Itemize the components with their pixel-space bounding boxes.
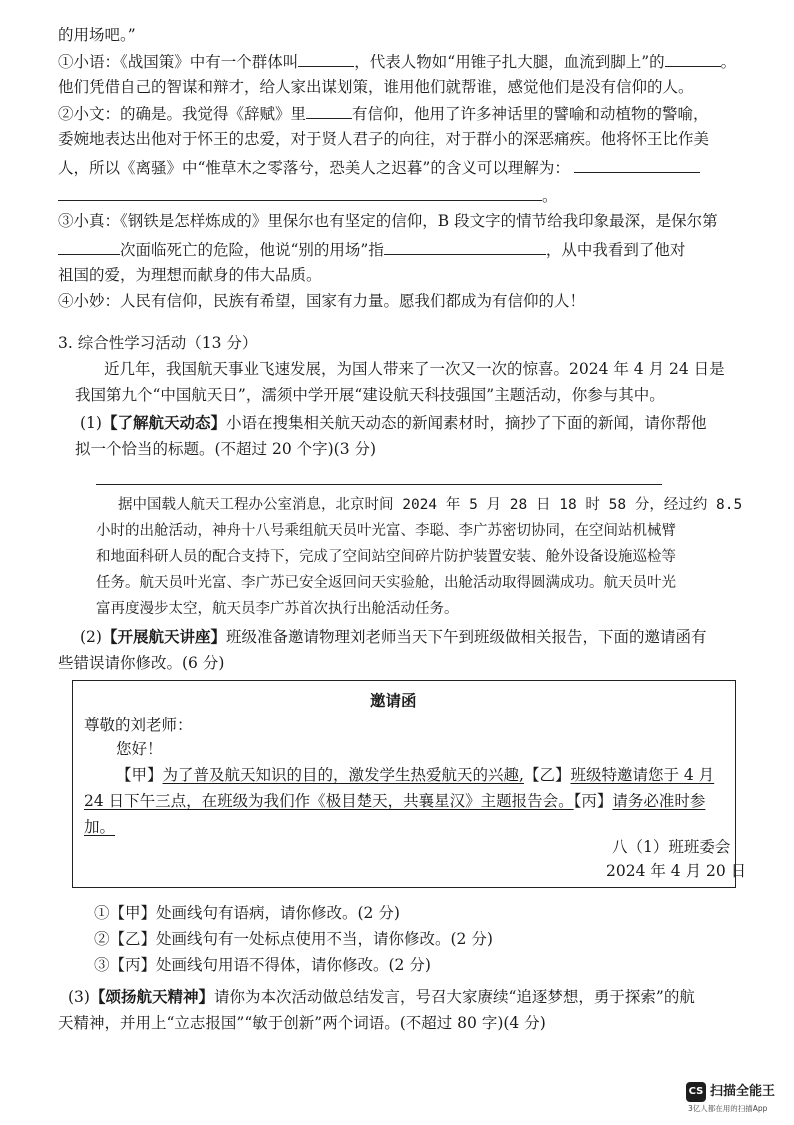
task-item: ②【乙】处画线句有一处标点使用不当，请你修改。(2 分) — [94, 930, 493, 948]
news-line: 任务。航天员叶光富、李广苏已安全返回问天实验舱，出舱活动取得圆满成功。航天员叶光 — [96, 575, 676, 591]
text-line: 委婉地表达出他对于怀王的忠爱，对于贤人君子的向往，对于群小的深恶痛疾。他将怀王比作美 — [58, 130, 710, 148]
item-1-text-b: ，代表人物如“用锥子扎大腿，血流到脚上”的 — [354, 53, 665, 71]
sub-tag: 【开展航天讲座】 — [101, 627, 226, 646]
letter-greeting: 您好！ — [116, 740, 163, 758]
subquestion-2 — [80, 626, 707, 648]
news-line: 富再度漫步太空，航天员李广苏首次执行出舱活动任务。 — [96, 601, 459, 617]
text-line: 天精神，并用上“立志报国”“敏于创新”两个词语。(不超过 80 字)(4 分) — [58, 1014, 546, 1032]
item-1-text-c: 。 — [720, 53, 737, 71]
item-2-text-a: ②小文：的确是。我觉得《辞赋》里 — [58, 105, 307, 123]
scanner-tagline: 3亿人都在用的扫描App — [688, 1104, 768, 1113]
jia-sentence: 为了普及航天知识的目的，激发学生热爱航天的兴趣, — [162, 766, 524, 784]
intro-line: 近几年，我国航天事业飞速发展，为国人带来了一次又一次的惊喜。2024 年 4 月 24 日是 — [104, 360, 725, 378]
sub-number: (2) — [80, 628, 102, 646]
sub-text: 小语在搜集相关航天动态的新闻素材时，摘抄了下面的新闻，请你帮他 — [225, 414, 707, 432]
text-line: 些错误请你修改。(6 分) — [58, 654, 225, 672]
item-1 — [58, 50, 736, 73]
yi-sentence-b: 24 日下午三点，在班级为我们作《极目楚天，共襄星汉》主题报告会。 — [84, 792, 574, 810]
news-line: 小时的出舱活动，神舟十八号乘组航天员叶光富、李聪、李广苏密切协同，在空间站机械臂 — [96, 523, 676, 539]
answer-blank[interactable] — [58, 238, 120, 255]
sub-number: (3) — [68, 988, 90, 1006]
item-4: ④小妙：人民有信仰，民族有希望，国家有力量。愿我们都成为有信仰的人！ — [58, 292, 586, 310]
item-2-line-4 — [58, 184, 558, 207]
bing-tag: 【丙】 — [573, 792, 613, 810]
scanner-app-name: 扫描全能王 — [710, 1084, 776, 1099]
item-3: ③小真：《钢铁是怎样炼成的》里保尔也有坚定的信仰，B 段文字的情节给我印象最深，是保尔第 — [58, 212, 718, 230]
item-2-text-b: 有信仰，他用了许多神话里的譬喻和动植物的警喻， — [352, 105, 709, 123]
sub-tag: 【了解航天动态】 — [101, 413, 226, 432]
period: 。 — [542, 187, 558, 205]
intro-line: 我国第九个“中国航天日”，濡须中学开展“建设航天科技强国”主题活动，你参与其中。 — [75, 386, 665, 404]
subquestion-1 — [80, 412, 707, 434]
answer-blank[interactable] — [58, 184, 542, 201]
subquestion-3 — [68, 986, 695, 1008]
letter-body-line-3 — [84, 816, 115, 838]
task-item: ③【丙】处画线句用语不得体，请你修改。(2 分) — [94, 956, 431, 974]
jia-tag: 【甲】 — [116, 766, 163, 784]
answer-blank[interactable] — [574, 156, 700, 173]
text-line: 拟一个恰当的标题。(不超过 20 个字)(3 分) — [75, 440, 377, 458]
sub-text: 班级准备邀请物理刘老师当天下午到班级做相关报告，下面的邀请函有 — [225, 628, 707, 646]
item-3-text-b: 次面临死亡的危险，他说“别的用场”指 — [120, 241, 384, 259]
sub-text: 请你为本次活动做总结发言，号召大家赓续“追逐梦想，勇于探索”的航 — [213, 988, 695, 1006]
item-3-text-c: ，从中我看到了他对 — [545, 241, 686, 259]
item-3-line-2 — [58, 238, 685, 261]
letter-salutation: 尊敬的刘老师： — [84, 716, 193, 734]
sub-tag: 【颂扬航天精神】 — [89, 987, 214, 1006]
bing-sentence-b: 加。 — [84, 818, 116, 836]
title-answer-line[interactable] — [96, 484, 662, 485]
yi-sentence-a: 班级特邀请您于 4 月 — [570, 766, 715, 784]
letter-body-line-2 — [84, 790, 705, 812]
news-line: 据中国载人航天工程办公室消息，北京时间 2024 年 5 月 28 日 18 时 58 分，经过约 8.5 — [118, 497, 743, 513]
item-2-line-3 — [58, 156, 700, 179]
answer-blank[interactable] — [306, 102, 352, 119]
text-line: 祖国的爱，为理想而献身的伟大品质。 — [58, 266, 322, 284]
bing-sentence-a: 请务必准时参 — [612, 792, 706, 810]
text-line: 的用场吧。” — [58, 26, 136, 44]
letter-date: 2024 年 4 月 20 日 — [606, 862, 747, 880]
letter-signature: 八（1）班班委会 — [612, 838, 731, 856]
news-line: 和地面科研人员的配合支持下，完成了空间站空间碎片防护装置安装、舱外设备设施巡检等 — [96, 549, 676, 565]
answer-blank[interactable] — [384, 238, 546, 255]
letter-body-line-1 — [116, 764, 714, 786]
yi-tag: 【乙】 — [523, 766, 571, 784]
letter-title: 邀请函 — [370, 691, 417, 710]
answer-blank[interactable] — [298, 50, 354, 67]
item-1-text-a: ①小语：《战国策》中有一个群体叫 — [58, 53, 299, 71]
scanner-logo-icon: CS — [686, 1082, 706, 1102]
question-heading: 3. 综合性学习活动（13 分） — [58, 334, 258, 352]
answer-blank[interactable] — [665, 50, 721, 67]
item-2-text-c: 人，所以《离骚》中“惟草木之零落兮，恐美人之迟暮”的含义可以理解为： — [58, 159, 570, 177]
text-line: 他们凭借自己的智谋和辩才，给人家出谋划策，谁用他们就帮谁，感觉他们是没有信仰的人。 — [58, 78, 694, 96]
sub-number: (1) — [80, 414, 102, 432]
task-item: ①【甲】处画线句有语病，请你修改。(2 分) — [94, 904, 400, 922]
item-2 — [58, 102, 709, 125]
